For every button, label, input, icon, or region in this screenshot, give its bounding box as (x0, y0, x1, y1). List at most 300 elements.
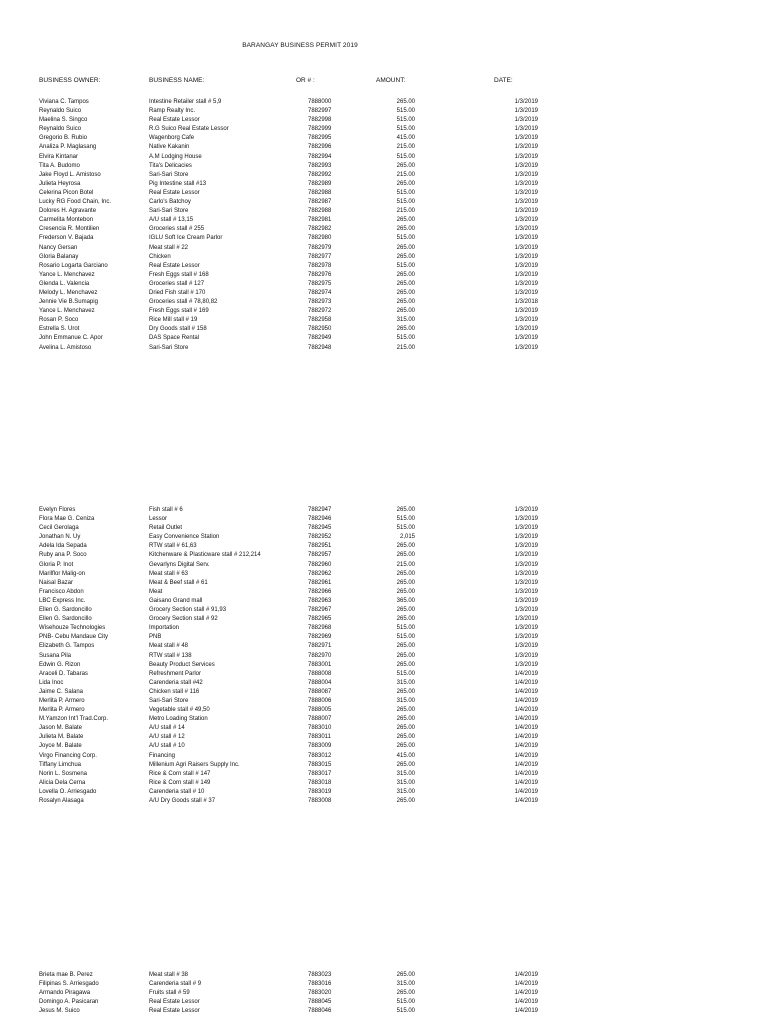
date-cell: 1/4/2019 (514, 1008, 538, 1015)
business-name-cell: Meat stall # 63 (149, 570, 189, 577)
date-cell: 1/4/2019 (514, 679, 538, 686)
date-cell: 1/3/2019 (514, 126, 538, 133)
business-name-cell: Lessor (149, 516, 168, 523)
business-owner-cell: Rosan P. Soco (39, 317, 79, 324)
date-cell: 1/3/2019 (514, 235, 538, 242)
table-row (0, 125, 768, 134)
business-name-cell: Kitchenware & Plasticware stall # 212,214 (149, 552, 261, 559)
or-number-cell: 7882962 (308, 570, 332, 577)
or-number-cell: 7882980 (308, 235, 332, 242)
business-owner-cell: Viviana C. Tampos (39, 99, 89, 105)
table-row (0, 624, 768, 633)
business-name-cell: Sari-Sari Store (149, 344, 189, 351)
business-name-cell: Fruits stall # 59 (149, 990, 190, 997)
or-number-cell: 7882998 (308, 117, 332, 124)
date-cell: 1/3/2019 (514, 634, 538, 641)
business-name-cell: Groceries stall # 78,80,82 (149, 299, 218, 306)
amount-cell: 265.00 (396, 570, 415, 577)
date-cell: 1/3/2019 (514, 344, 538, 351)
business-name-cell: RTW stall # 138 (149, 652, 192, 659)
table-row (0, 107, 768, 116)
business-owner-cell: Yance L. Menchavez (39, 308, 95, 315)
table-row (0, 344, 768, 353)
business-owner-cell: Lucky RG Food Chain, Inc. (39, 199, 112, 206)
date-cell: 1/4/2019 (514, 798, 538, 804)
business-name-cell: Pig Intestine stall #13 (149, 180, 207, 187)
or-number-cell: 7882965 (308, 616, 332, 623)
date-cell: 1/3/2019 (514, 153, 538, 160)
business-name-cell: Carenderia stall # 9 (149, 981, 202, 988)
amount-cell: 265.00 (396, 972, 415, 978)
amount-cell: 515.00 (396, 153, 415, 160)
or-number-cell: 7882947 (308, 507, 332, 513)
or-number-cell: 7882988 (308, 189, 332, 196)
business-owner-cell: Alicia Dela Cerna (39, 779, 86, 786)
table-row (0, 189, 768, 198)
business-owner-cell: Domingo A. Pasicaran (39, 999, 99, 1006)
date-cell: 1/4/2019 (514, 990, 538, 997)
table-row (0, 998, 768, 1007)
business-name-cell: A/U stall # 10 (149, 743, 185, 750)
table-row (0, 542, 768, 551)
date-cell: 1/4/2019 (514, 688, 538, 695)
business-owner-cell: Nancy Gersan (39, 244, 78, 251)
business-name-cell: Sari-Sari Store (149, 171, 189, 178)
amount-cell: 515.00 (396, 999, 415, 1006)
business-name-cell: Financing (149, 752, 176, 759)
amount-cell: 265.00 (396, 579, 415, 586)
table-row (0, 98, 768, 107)
date-cell: 1/3/2019 (514, 162, 538, 169)
or-number-cell: 7882958 (308, 317, 332, 324)
business-owner-cell: Glenda L. Valencia (39, 280, 90, 287)
or-number-cell: 7883012 (308, 752, 332, 759)
date-cell: 1/3/2019 (514, 652, 538, 659)
or-number-cell: 7882961 (308, 579, 332, 586)
date-cell: 1/4/2019 (514, 670, 538, 677)
business-name-cell: Tita's Delicacies (149, 162, 192, 169)
date-cell: 1/4/2019 (514, 716, 538, 723)
business-name-cell: A/U Dry Goods stall # 37 (149, 798, 216, 804)
amount-cell: 265.00 (396, 734, 415, 741)
date-cell: 1/4/2019 (514, 734, 538, 741)
or-number-cell: 7882957 (308, 552, 332, 559)
business-name-cell: Importation (149, 625, 180, 632)
business-name-cell: A/U stall # 13,15 (149, 217, 194, 224)
business-owner-cell: Jennie Vie B.Sumapig (39, 299, 98, 306)
amount-cell: 215.00 (396, 561, 415, 568)
document-title: BARANGAY BUSINESS PERMIT 2019 (242, 42, 358, 49)
table-row (0, 533, 768, 542)
business-name-cell: Groceries stall # 127 (149, 280, 205, 287)
amount-cell: 265.00 (396, 226, 415, 233)
date-cell: 1/3/2019 (514, 262, 538, 269)
table-row (0, 561, 768, 570)
business-owner-cell: Merlita P. Armero (39, 697, 85, 704)
date-cell: 1/3/2019 (514, 661, 538, 668)
or-number-cell: 7883001 (308, 661, 332, 668)
date-cell: 1/3/2019 (514, 99, 538, 105)
or-number-cell: 7883011 (308, 734, 331, 741)
business-name-cell: Gevarlyns Digital Serv. (149, 561, 210, 568)
permit-section-2 (0, 506, 768, 806)
table-row (0, 761, 768, 770)
business-name-cell: Grocery Section stall # 91,93 (149, 607, 227, 614)
business-owner-cell: Joyce M. Balate (39, 743, 82, 750)
business-name-cell: A/U stall # 12 (149, 734, 185, 741)
business-name-cell: Gaisano Grand mall (149, 597, 203, 604)
amount-cell: 265.00 (396, 244, 415, 251)
business-owner-cell: Reynaldo Suico (39, 126, 82, 133)
business-owner-cell: LBC Express Inc. (39, 597, 86, 604)
date-cell: 1/3/2019 (514, 326, 538, 333)
or-number-cell: 7882967 (308, 607, 332, 614)
business-name-cell: Carlo's Batchoy (149, 199, 191, 206)
table-row (0, 570, 768, 579)
amount-cell: 515.00 (396, 1008, 415, 1015)
business-owner-cell: Julieta Heyrosa (39, 180, 81, 187)
table-row (0, 706, 768, 715)
or-number-cell: 7883015 (308, 761, 332, 768)
business-owner-cell: Avelina L. Amistoso (39, 344, 92, 351)
table-row (0, 579, 768, 588)
table-row (0, 524, 768, 533)
header-or-number: OR # : (296, 77, 315, 84)
date-cell: 1/3/2019 (514, 335, 538, 342)
business-owner-cell: Jaime C. Salana (39, 688, 84, 695)
or-number-cell: 7882997 (308, 108, 332, 115)
date-cell: 1/3/2019 (514, 561, 538, 568)
table-row (0, 234, 768, 243)
amount-cell: 265.00 (396, 761, 415, 768)
or-number-cell: 7882993 (308, 162, 332, 169)
date-cell: 1/3/2019 (514, 271, 538, 278)
business-owner-cell: Ellen G. Sardoncillo (39, 616, 92, 623)
date-cell: 1/4/2019 (514, 779, 538, 786)
business-owner-cell: Rosalyn Alasaga (39, 798, 84, 804)
date-cell: 1/3/2019 (514, 597, 538, 604)
amount-cell: 265.00 (396, 308, 415, 315)
business-owner-cell: Tita A. Budomo (39, 162, 80, 169)
business-name-cell: Native Kakanin (149, 144, 190, 151)
amount-cell: 265.00 (396, 716, 415, 723)
amount-cell: 265.00 (396, 661, 415, 668)
date-cell: 1/3/2019 (514, 317, 538, 324)
date-cell: 1/4/2019 (514, 707, 538, 714)
or-number-cell: 7883009 (308, 743, 332, 750)
business-name-cell: Meat (149, 588, 163, 595)
business-owner-cell: Maelina S. Singco (39, 117, 88, 124)
business-owner-cell: Gloria P. Inot (39, 561, 74, 568)
or-number-cell: 7882981 (308, 217, 332, 224)
table-row (0, 724, 768, 733)
date-cell: 1/3/2019 (514, 253, 538, 260)
business-name-cell: Real Estate Lessor (149, 1008, 200, 1015)
amount-cell: 2,015 (399, 534, 415, 541)
or-number-cell: 7882999 (308, 126, 332, 133)
business-name-cell: Fish stall # 6 (149, 507, 183, 513)
or-number-cell: 7888046 (308, 1008, 332, 1015)
amount-cell: 265.00 (396, 552, 415, 559)
business-owner-cell: Gregorio B. Rubio (39, 135, 88, 142)
table-row (0, 606, 768, 615)
business-name-cell: Real Estate Lessor (149, 117, 200, 124)
date-cell: 1/3/2019 (514, 507, 538, 513)
date-cell: 1/3/2019 (514, 171, 538, 178)
business-owner-cell: Ruby ana P. Soco (39, 552, 87, 559)
date-cell: 1/3/2019 (514, 189, 538, 196)
business-owner-cell: Yance L. Menchavez (39, 271, 95, 278)
or-number-cell: 7882987 (308, 199, 332, 206)
or-number-cell: 7882960 (308, 561, 332, 568)
date-cell: 1/3/2019 (514, 217, 538, 224)
business-name-cell: RTW stall # 61,63 (149, 543, 197, 550)
or-number-cell: 7883020 (308, 990, 332, 997)
amount-cell: 515.00 (396, 108, 415, 115)
table-row (0, 770, 768, 779)
table-row (0, 715, 768, 724)
business-name-cell: Rice & Corn stall # 149 (149, 779, 211, 786)
business-name-cell: Intestine Retailer stall # 5,9 (149, 99, 222, 105)
amount-cell: 265.00 (396, 607, 415, 614)
date-cell: 1/3/2019 (514, 117, 538, 124)
table-row (0, 162, 768, 171)
business-owner-cell: Gloria Balanay (39, 253, 79, 260)
amount-cell: 265.00 (396, 743, 415, 750)
table-row (0, 697, 768, 706)
amount-cell: 415.00 (396, 135, 415, 142)
table-row (0, 280, 768, 289)
table-row (0, 642, 768, 651)
business-name-cell: Millenium Agri Raisers Supply Inc. (149, 761, 240, 768)
table-row (0, 316, 768, 325)
header-owner: BUSINESS OWNER: (39, 77, 101, 84)
table-row (0, 980, 768, 989)
date-cell: 1/3/2019 (514, 643, 538, 650)
amount-cell: 215.00 (396, 208, 415, 215)
table-row (0, 334, 768, 343)
amount-cell: 265.00 (396, 990, 415, 997)
amount-cell: 365.00 (396, 597, 415, 604)
table-row (0, 515, 768, 524)
table-row (0, 216, 768, 225)
or-number-cell: 7882976 (308, 271, 332, 278)
amount-cell: 515.00 (396, 525, 415, 532)
table-row (0, 971, 768, 980)
table-row (0, 289, 768, 298)
business-name-cell: Chicken (149, 253, 171, 260)
business-name-cell: Sari-Sari Store (149, 208, 189, 215)
or-number-cell: 7882949 (308, 335, 332, 342)
header-business-name: BUSINESS NAME: (149, 77, 205, 84)
amount-cell: 265.00 (396, 725, 415, 732)
business-owner-cell: Carmelita Montebon (39, 217, 94, 224)
business-name-cell: Fresh Eggs stall # 169 (149, 308, 209, 315)
date-cell: 1/3/2019 (514, 144, 538, 151)
or-number-cell: 7882996 (308, 144, 332, 151)
business-name-cell: Meat stall # 38 (149, 972, 189, 978)
business-name-cell: A/U stall # 14 (149, 725, 185, 732)
table-row (0, 506, 768, 515)
business-name-cell: Carenderia stall #42 (149, 679, 203, 686)
business-owner-cell: Wisehouze Technologies (39, 625, 106, 632)
amount-cell: 265.00 (396, 688, 415, 695)
amount-cell: 265.00 (396, 253, 415, 260)
table-row (0, 661, 768, 670)
date-cell: 1/3/2019 (514, 199, 538, 206)
business-owner-cell: M.Yamzon Int'l Trad.Corp. (39, 716, 109, 723)
business-owner-cell: Cresencia R. Montilien (39, 226, 100, 233)
business-name-cell: Real Estate Lessor (149, 262, 200, 269)
business-name-cell: Real Estate Lessor (149, 999, 200, 1006)
table-row (0, 1007, 768, 1016)
business-owner-cell: Dolores H. Agravante (39, 208, 97, 215)
amount-cell: 515.00 (396, 199, 415, 206)
date-cell: 1/4/2019 (514, 761, 538, 768)
table-row (0, 551, 768, 560)
business-name-cell: Meat stall # 22 (149, 244, 189, 251)
amount-cell: 515.00 (396, 235, 415, 242)
date-cell: 1/3/2019 (514, 289, 538, 296)
table-row (0, 225, 768, 234)
or-number-cell: 7882975 (308, 280, 332, 287)
amount-cell: 315.00 (396, 981, 415, 988)
business-owner-cell: Araceli D. Tabaras (39, 670, 88, 677)
or-number-cell: 7882988 (308, 208, 332, 215)
business-owner-cell: Naisal Bazar (39, 579, 74, 586)
or-number-cell: 7882948 (308, 344, 332, 351)
amount-cell: 315.00 (396, 679, 415, 686)
business-owner-cell: Virgo Financing Corp. (39, 752, 97, 759)
date-cell: 1/3/2019 (514, 588, 538, 595)
amount-cell: 515.00 (396, 189, 415, 196)
amount-cell: 265.00 (396, 798, 415, 804)
table-row (0, 788, 768, 797)
or-number-cell: 7882979 (308, 244, 332, 251)
or-number-cell: 7882974 (308, 289, 332, 296)
date-cell: 1/3/2019 (514, 226, 538, 233)
date-cell: 1/4/2019 (514, 697, 538, 704)
business-owner-cell: Filipinas S. Arriesgado (39, 981, 99, 988)
or-number-cell: 7883017 (308, 770, 332, 777)
amount-cell: 215.00 (396, 171, 415, 178)
business-name-cell: Vegetable stall # 49,50 (149, 707, 210, 714)
table-row (0, 171, 768, 180)
date-cell: 1/3/2019 (514, 552, 538, 559)
table-row (0, 298, 768, 307)
amount-cell: 315.00 (396, 788, 415, 795)
or-number-cell: 7888045 (308, 999, 332, 1006)
business-name-cell: Meat & Beef stall # 61 (149, 579, 208, 586)
business-name-cell: Metro Loading Station (149, 716, 208, 723)
business-name-cell: Retail Outlet (149, 525, 183, 532)
table-row (0, 143, 768, 152)
business-owner-cell: Francisco Abdon (39, 588, 84, 595)
business-name-cell: Rice & Corn stall # 147 (149, 770, 211, 777)
or-number-cell: 7882950 (308, 326, 332, 333)
or-number-cell: 7882989 (308, 180, 332, 187)
date-cell: 1/3/2019 (514, 308, 538, 315)
business-name-cell: Sari-Sari Store (149, 697, 189, 704)
business-owner-cell: Brieta mae B. Perez (39, 972, 93, 978)
amount-cell: 265.00 (396, 180, 415, 187)
date-cell: 1/3/2019 (514, 543, 538, 550)
date-cell: 1/3/2019 (514, 208, 538, 215)
business-name-cell: Real Estate Lessor (149, 189, 200, 196)
date-cell: 1/3/2019 (514, 607, 538, 614)
business-name-cell: PNB (149, 634, 162, 641)
business-name-cell: Chicken stall # 116 (149, 688, 200, 695)
business-name-cell: A.M Lodging House (149, 153, 202, 160)
business-name-cell: Fresh Eggs stall # 168 (149, 271, 209, 278)
amount-cell: 515.00 (396, 262, 415, 269)
table-row (0, 153, 768, 162)
or-number-cell: 7882995 (308, 135, 332, 142)
or-number-cell: 7882966 (308, 588, 332, 595)
amount-cell: 265.00 (396, 299, 415, 306)
header-date: DATE: (494, 77, 513, 84)
business-name-cell: Beauty Product Services (149, 661, 215, 668)
business-owner-cell: John Emmanue C. Apor (39, 335, 103, 342)
amount-cell: 265.00 (396, 289, 415, 296)
or-number-cell: 7882946 (308, 516, 332, 523)
table-row (0, 116, 768, 125)
table-row (0, 244, 768, 253)
amount-cell: 515.00 (396, 117, 415, 124)
or-number-cell: 7888000 (308, 99, 332, 105)
table-row (0, 597, 768, 606)
or-number-cell: 7882972 (308, 308, 332, 315)
business-owner-cell: Frederson V. Bajada (39, 235, 94, 242)
date-cell: 1/3/2019 (514, 534, 538, 541)
table-row (0, 633, 768, 642)
business-owner-cell: Norin L. Sosmena (39, 770, 88, 777)
header-amount: AMOUNT: (376, 77, 406, 84)
business-owner-cell: PNB- Cebu Mandaue City (39, 634, 109, 641)
amount-cell: 415.00 (396, 752, 415, 759)
business-owner-cell: Analiza P. Maglasang (39, 144, 97, 151)
business-owner-cell: Jonathan N. Uy (39, 534, 81, 541)
business-owner-cell: Jesus M. Suico (39, 1008, 80, 1015)
amount-cell: 515.00 (396, 625, 415, 632)
table-row (0, 325, 768, 334)
date-cell: 1/4/2019 (514, 743, 538, 750)
amount-cell: 265.00 (396, 326, 415, 333)
date-cell: 1/3/2019 (514, 625, 538, 632)
or-number-cell: 7883018 (308, 779, 332, 786)
or-number-cell: 7882982 (308, 226, 332, 233)
business-owner-cell: Merlita P. Armero (39, 707, 85, 714)
table-row (0, 271, 768, 280)
or-number-cell: 7882951 (308, 543, 332, 550)
amount-cell: 315.00 (396, 779, 415, 786)
or-number-cell: 7883019 (308, 788, 332, 795)
or-number-cell: 7882952 (308, 534, 332, 541)
amount-cell: 265.00 (396, 707, 415, 714)
or-number-cell: 7882973 (308, 299, 332, 306)
business-owner-cell: Elvira Kintanar (39, 153, 79, 160)
business-owner-cell: Lida Inoc (39, 679, 64, 686)
business-name-cell: Groceries stall # 255 (149, 226, 205, 233)
business-name-cell: Ramp Realty Inc. (149, 108, 196, 115)
amount-cell: 215.00 (396, 344, 415, 351)
business-name-cell: IGLU Soft Ice Cream Parlor (149, 235, 223, 242)
business-owner-cell: Marilflor Malig-on (39, 570, 86, 577)
business-name-cell: Dried Fish stall # 170 (149, 289, 206, 296)
business-owner-cell: Celerina Picon Botel (39, 189, 94, 196)
permit-section-1 (0, 98, 768, 353)
or-number-cell: 7882971 (308, 643, 332, 650)
